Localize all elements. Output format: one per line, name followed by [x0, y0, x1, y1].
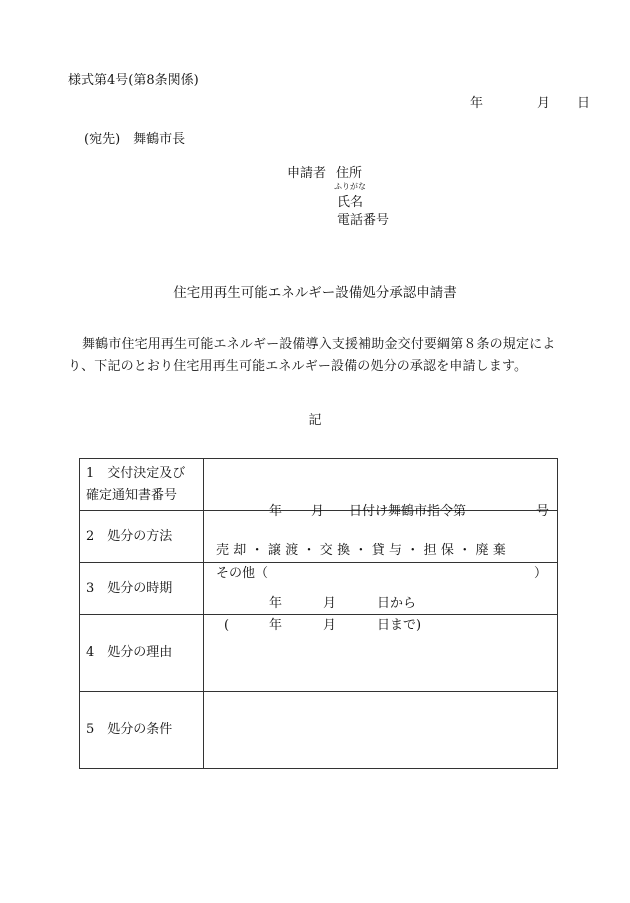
addressee: (宛先) 舞鶴市長	[84, 132, 186, 147]
applicant-name-label: 氏名	[337, 195, 364, 210]
date-line	[470, 97, 590, 110]
row1-label	[80, 459, 204, 511]
applicant-label: 申請者	[287, 166, 327, 181]
applicant-address-label: 住所	[336, 166, 363, 181]
date-year: 年	[470, 96, 484, 111]
row3-to-month: 月	[323, 617, 337, 633]
row5-label: 5 処分の条件	[80, 692, 204, 769]
table-row	[80, 692, 558, 769]
table-row	[80, 459, 558, 511]
row1-year: 年	[269, 503, 283, 519]
row2-label: 2 処分の方法	[80, 511, 204, 563]
row1-label-line1: 1 交付決定及び	[86, 465, 186, 481]
row3-from-day: 日から	[377, 595, 417, 611]
row2-other-close: ）	[534, 565, 548, 581]
applicant-phone-label: 電話番号	[337, 213, 390, 228]
table-row	[80, 563, 558, 615]
row2-other-open: その他（	[216, 565, 269, 581]
row3-label: 3 処分の時期	[80, 563, 204, 615]
form-number: 様式第4号(第8条関係)	[68, 73, 199, 88]
row1-label-line2: 確定通知書番号	[86, 487, 178, 503]
row4-label: 4 処分の理由	[80, 615, 204, 692]
row1-month: 月	[311, 503, 325, 519]
document-title: 住宅用再生可能エネルギー設備処分承認申請書	[173, 285, 457, 301]
row5-value[interactable]	[204, 692, 558, 769]
row1-day-text: 日付け舞鶴市指令第	[349, 503, 467, 519]
row1-number: 号	[536, 503, 550, 519]
row3-to-year: 年	[269, 617, 283, 633]
row3-to-day: 日まで)	[377, 617, 422, 633]
row3-paren-open: (	[224, 617, 230, 633]
ki-heading: 記	[308, 413, 322, 428]
row3-from-year: 年	[269, 595, 283, 611]
row3-from-month: 月	[323, 595, 337, 611]
row2-methods: 売却・譲渡・交換・貸与・担保・廃棄	[216, 542, 511, 558]
date-month: 月	[537, 96, 551, 111]
application-table	[79, 458, 558, 769]
body-text: 舞鶴市住宅用再生可能エネルギー設備導入支援補助金交付要綱第８条の規定により、下記のとおり住宅用再生可能エネルギー設備の処分の承認を申請します。	[68, 337, 556, 374]
row1-value[interactable]	[204, 459, 558, 519]
furigana-label: ふりがな	[334, 182, 366, 191]
table-row	[80, 615, 558, 692]
date-day: 日	[577, 96, 591, 111]
